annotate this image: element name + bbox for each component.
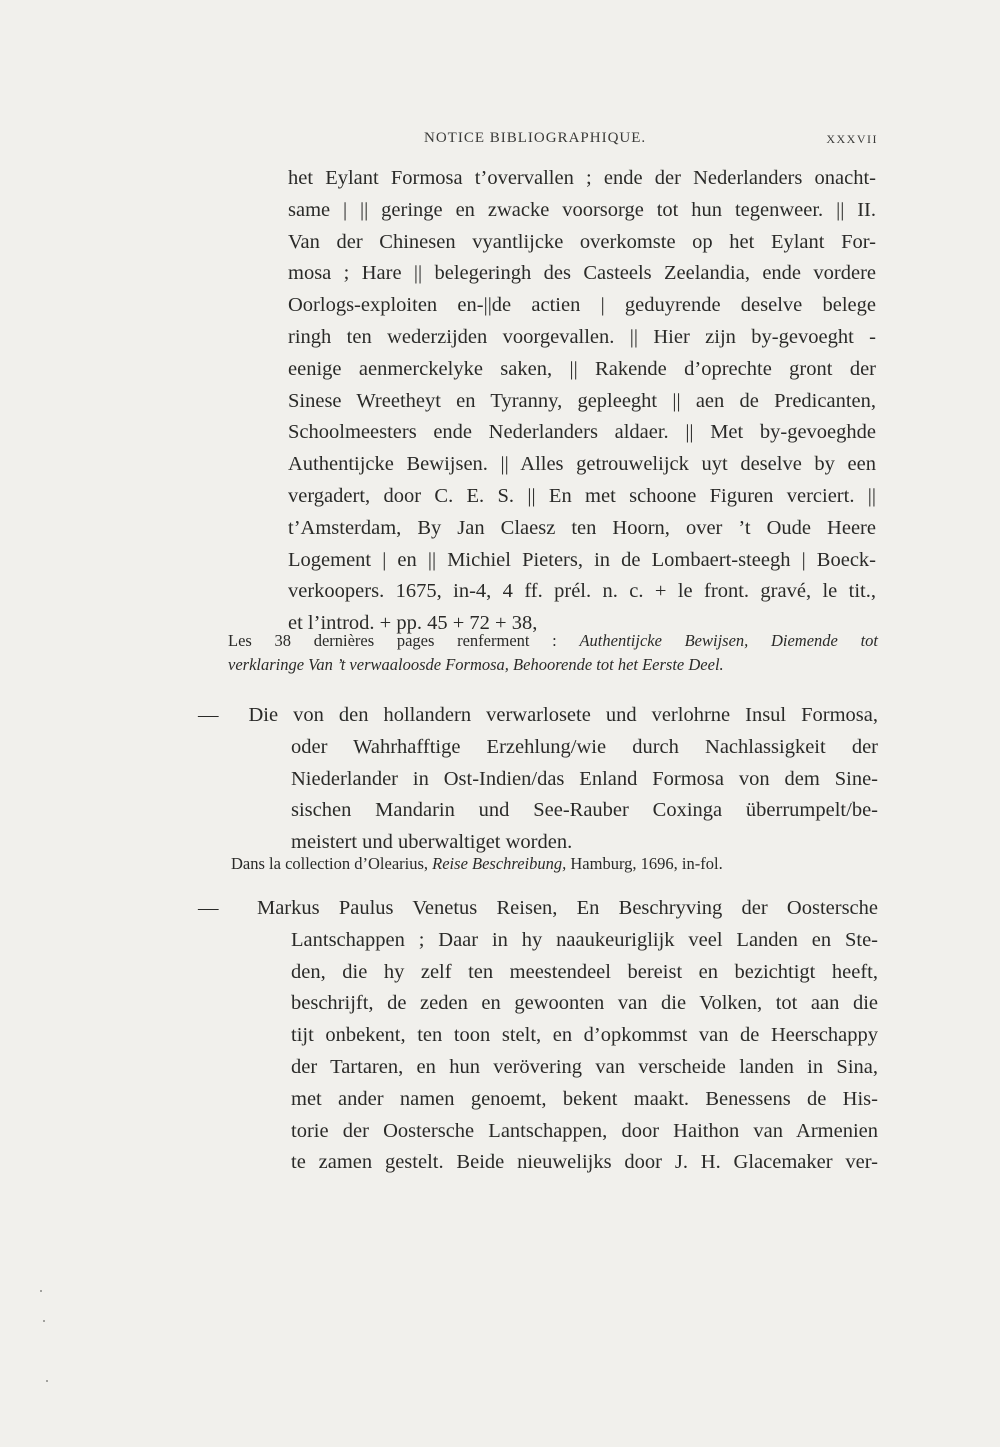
paper-speck — [40, 1290, 42, 1292]
text-line: Authentijcke Bewijsen. || Alles getrouwelijck uyt deselve by een — [288, 453, 876, 476]
running-head-title: NOTICE BIBLIOGRAPHIQUE. — [424, 130, 647, 146]
text-line: Logement | en || Michiel Pieters, in de Lombaert-steegh | Boeck- — [288, 548, 876, 571]
text-line: Van der Chinesen vyantlijcke overkomste op het Eylant For- — [288, 230, 876, 253]
note-italic-title: verklaringe Van ’t verwaaloosde Formosa, Behoorende tot het Eerste Deel. — [228, 655, 724, 674]
text-line: Oorlogs-exploiten en-||de actien | geduyrende deselve belege — [288, 294, 876, 317]
text-line: Sinese Wreetheyt en Tyranny, gepleeght || aen de Predicanten, — [288, 389, 876, 412]
text-line: Markus Paulus Venetus Reisen, En Beschryving der Oostersche — [256, 897, 879, 919]
text-line: meistert und uberwaltiget worden. — [291, 831, 573, 854]
note-italic-title: Reise Beschreibung, — [432, 854, 567, 873]
text-line: eenige aenmerckelyke saken, || Rakende d’oprechte gront der — [288, 357, 876, 380]
text-line: Niederlander in Ost-Indien/das Enland Formosa von dem Sine- — [291, 767, 878, 790]
entry-formosa-continued — [288, 163, 876, 640]
running-head — [400, 130, 880, 150]
em-dash: — — [198, 897, 219, 919]
text-line: same | || geringe en zwacke voorsorge tot hun tegenweer. || II. — [288, 198, 876, 221]
text-line: verkoopers. 1675, in-4, 4 ff. prél. n. c. + le front. gravé, le tit., — [288, 580, 876, 603]
text-line: sischen Mandarin und See-Rauber Coxinga überrumpelt/be- — [291, 799, 878, 822]
note-text: Les 38 dernières pages renferment : — [228, 631, 580, 650]
text-line: mosa ; Hare || belegeringh des Casteels Zeelandia, ende vordere — [288, 262, 876, 285]
page-number: XXXVII — [826, 132, 878, 146]
note-line — [228, 629, 878, 653]
text-line: te zamen gestelt. Beide nieuwelijks door J. H. Glacemaker ver- — [291, 1151, 878, 1174]
text-line: der Tartaren, en hun verövering van verscheide landen in Sina, — [291, 1055, 878, 1078]
note-text: Dans la collection d’Olearius, — [231, 854, 433, 873]
note-italic-title: Authentijcke Bewijsen, Diemende tot — [579, 631, 878, 650]
text-line: t’Amsterdam, By Jan Claesz ten Hoorn, over ’t Oude Heere — [288, 516, 876, 539]
text-line: torie der Oostersche Lantschappen, door Haithon van Armenien — [291, 1119, 878, 1142]
text-line: Schoolmeesters ende Nederlanders aldaer. || Met by-gevoeghde — [288, 421, 876, 444]
entry-first-line — [198, 893, 878, 925]
text-line: beschrijft, de zeden en gewoonten van die Volken, tot aan die — [291, 992, 878, 1015]
text-line: ringh ten wederzijden voorgevallen. || Hier zijn by-gevoeght - — [288, 325, 876, 348]
text-line: het Eylant Formosa t’overvallen ; ende der Nederlanders onacht- — [288, 167, 876, 189]
entry-insul-formosa — [198, 700, 878, 859]
note-line — [228, 653, 878, 677]
note-text: Hamburg, 1696, in-fol. — [566, 854, 723, 873]
text-line: vergadert, door C. E. S. || En met schoone Figuren verciert. || — [288, 484, 876, 507]
text-line: Lantschappen ; Daar in hy naaukeuriglijk veel Landen en Ste- — [291, 928, 878, 951]
paper-speck — [43, 1320, 45, 1322]
entry-first-line — [198, 700, 878, 732]
paper-speck — [46, 1380, 48, 1382]
text-line: met ander namen genoemt, bekent maakt. Benessens de His- — [291, 1087, 878, 1110]
text-line: tijt onbekent, ten toon stelt, en d’opkommst van de Heerschappy — [291, 1024, 878, 1047]
note-authentijcke-bewijsen — [228, 629, 878, 677]
entry-markus-paulus — [198, 893, 878, 1179]
text-line: Die von den hollandern verwarlosete und verlohrne Insul Formosa, — [248, 704, 878, 726]
em-dash: — — [198, 704, 219, 726]
text-line: et l’introd. + pp. 45 + 72 + 38, — [288, 612, 538, 635]
note-olearius — [231, 852, 871, 876]
text-line: den, die hy zelf ten meestendeel bereist en bezichtigt heeft, — [291, 960, 878, 983]
note-line — [231, 852, 871, 876]
text-line: oder Wahrhafftige Erzehlung/wie durch Nachlassigkeit der — [291, 735, 878, 758]
